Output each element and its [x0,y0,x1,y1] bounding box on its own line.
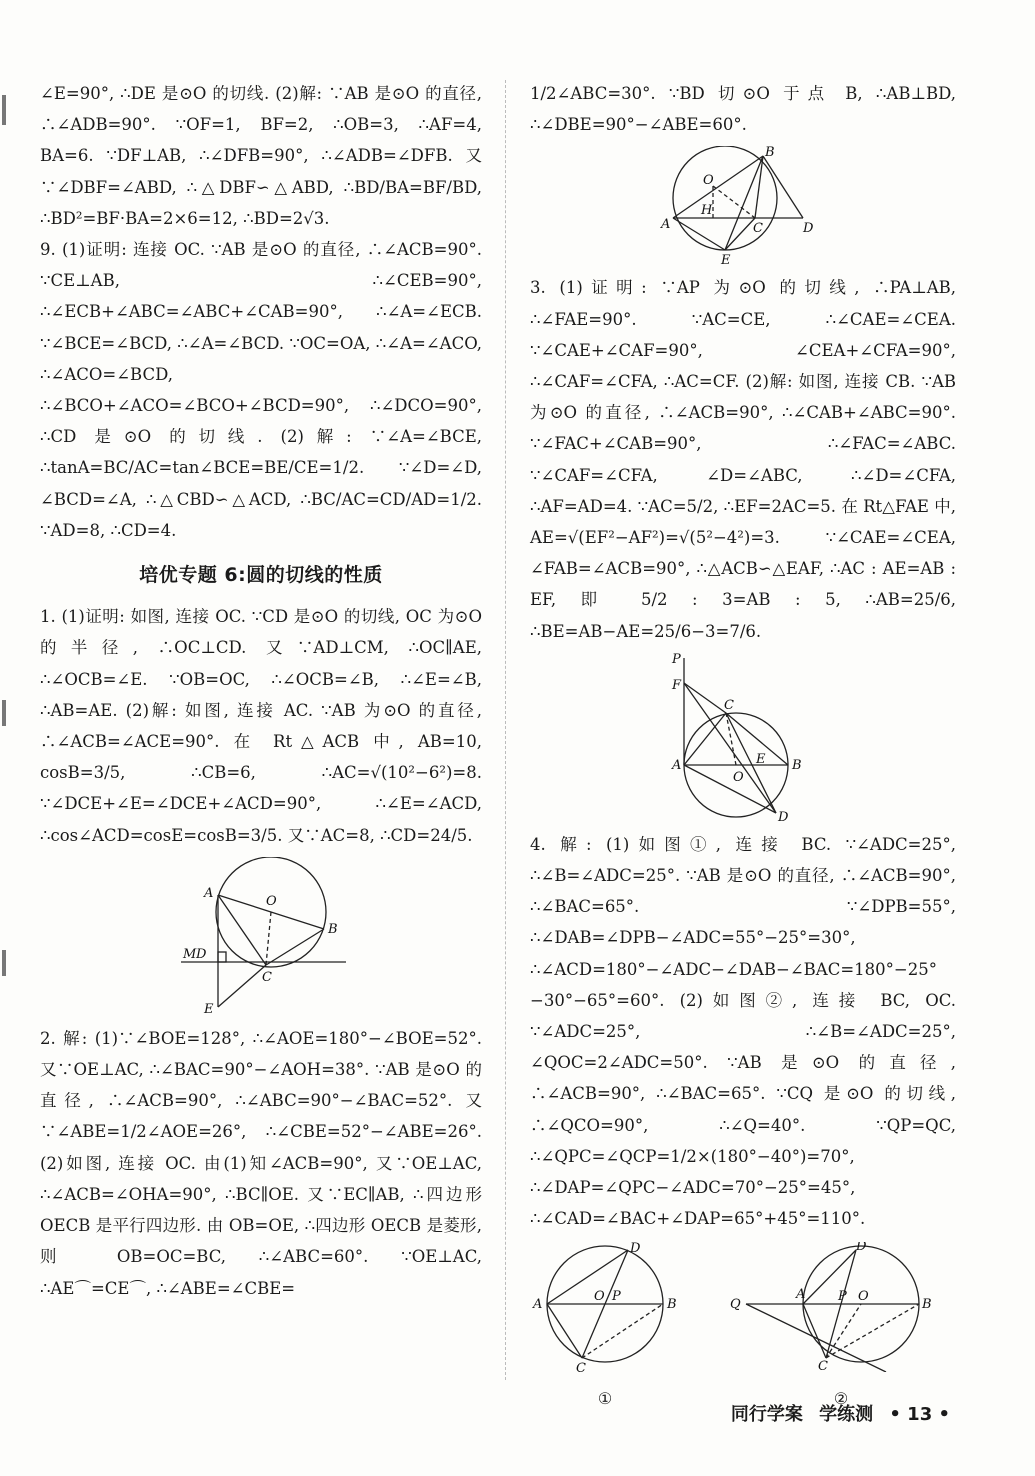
figure-q1 [166,857,356,1017]
fig-label: O [858,1289,869,1305]
fig-label: C [262,969,272,985]
fig-label: M [183,946,197,962]
left-column [40,78,482,1304]
footer-series: 学练测 [819,1404,874,1425]
figure-number: ① [597,1388,613,1408]
column-divider [505,80,506,1380]
fig-label: E [204,1001,214,1017]
answer-q2: 2. 解: (1)∵∠BOE=128°, ∴∠AOE=180°−∠BOE=52°. 又∵OE⊥AC, ∴∠BAC=90°−∠AOH=38°. ∵AB 是⊙O 的直径, ∴∠ACB=90°, ∴∠ABC=90°−∠BAC=52°. 又 ∵∠ABE=1/2∠AOE=26°, ∴∠CBE=52°−∠ABE=26°. (2)如图, 连接 OC. 由(1)知∠ACB=90°, 又∵OE⊥AC, ∴∠ACB=∠OHA=90°, ∴BC∥OE. 又∵EC∥AB, ∴四边形 OECB 是平行四边形. 由 OB=OE, ∴四边形 OECB 是菱形, 则 OB=OC=BC, ∴∠ABC=60°. ∵OE⊥AC, ∴AE⌒=CE⌒, ∴∠ABE=∠CBE= [40,1028,482,1298]
fig-label: Q [730,1297,741,1313]
fig-label: O [266,893,277,909]
fig-label: O [594,1289,605,1305]
fig-label: D [778,809,789,823]
page-number: • 13 • [889,1404,950,1425]
fig-label: D [856,1242,867,1255]
fig-label: E [756,751,766,767]
answer-q9: 9. (1)证明: 连接 OC. ∵AB 是⊙O 的直径, ∴∠ACB=90°. ∵CE⊥AB, ∴∠CEB=90°, ∴∠ECB+∠ABC=∠ABC+∠CAB=90°, ∴∠A=∠ECB. ∵∠BCE=∠BCD, ∴∠A=∠BCD. ∵OC=OA, ∴∠A=∠ACO, ∴∠ACO=∠BCD, ∴∠BCO+∠ACO=∠BCO+∠BCD=90°, ∴∠DCO=90°, ∴CD 是⊙O 的切线. (2)解: ∵∠A=∠BCE, ∴tanA=BC/AC=tan∠BCE=BE/CE=1/2. ∵∠D=∠D, ∠BCD=∠A, ∴△CBD∽△ACD, ∴BC/AC=CD/AD=1/2. ∵AD=8, ∴CD=4. [40,240,482,540]
fig-label: P [838,1289,847,1305]
answer-q3: 3. (1)证明: ∵AP 为⊙O 的切线, ∴PA⊥AB, ∴∠FAE=90°. ∵AC=CE, ∴∠CAE=∠CEA. ∵∠CAE+∠CAF=90°, ∠CEA+∠CFA=90°, ∴∠CAF=∠CFA, ∴AC=CF. (2)解: 如图, 连接 CB. ∵AB 为⊙O 的直径, ∴∠ACB=90°, ∴∠CAB+∠ABC=90°. ∵∠FAC+∠CAB=90°, ∴∠FAC=∠ABC. ∵∠CAF=∠CFA, ∠D=∠ABC, ∴∠D=∠CFA, ∴AF=AD=4. ∵AC=5/2, ∴EF=2AC=5. 在 Rt△FAE 中, AE=√(EF²−AF²)=√(5²−4²)=3. ∵∠CAE=∠CEA, ∠FAB=∠ACB=90°, ∴△ACB∽△EAF, ∴AC : AE=AB : EF, 即 5/2 : 3=AB : 5, ∴AB=25/6, ∴BE=AB−AE=25/6−3=7/6. [530,278,956,641]
fig-label: B [765,146,775,161]
binding-mark [2,700,6,726]
answer-continued: 1/2∠ABC=30°. ∵BD 切⊙O 于点 B, ∴AB⊥BD, ∴∠DBE=90°−∠ABE=60°. [530,84,956,135]
fig-label: D [803,221,814,237]
fig-label: O [703,173,714,189]
figure-q4b [726,1242,956,1372]
figure-q4a-wrap [530,1242,680,1413]
fig-label: A [533,1297,543,1313]
fig-label: C [724,697,734,713]
fig-label: P [672,652,681,667]
answer-paragraph: ∠E=90°, ∴DE 是⊙O 的切线. (2)解: ∵AB 是⊙O 的直径, ∴∠ADB=90°. ∵OF=1, BF=2, ∴OB=3, ∴AF=4, BA=6. ∵DF⊥AB, ∴∠DFB=90°, ∴∠ADB=∠DFB. 又 ∵∠DBF=∠ABD, ∴△DBF∽△ABD, ∴BD/BA=BF/BD, ∴BD²=BF·BA=2×6=12, ∴BD=2√3. [40,84,482,228]
figure-q3 [668,653,818,823]
fig-label: A [204,885,214,901]
fig-label: D [630,1242,641,1257]
fig-label: A [796,1287,806,1303]
fig-label: H [701,203,713,219]
fig-label: B [328,921,338,937]
figure-q4a [530,1242,680,1372]
fig-label: F [672,677,682,693]
fig-label: A [661,217,671,233]
fig-label: C [576,1361,586,1373]
binding-mark [2,95,6,125]
page-footer [721,1400,950,1426]
section-title: 培优专题 6:圆的切线的性质 [139,564,383,587]
fig-label: B [922,1297,932,1313]
fig-label: D [196,946,207,962]
fig-label: E [721,253,731,267]
figure-q4-row [530,1242,956,1413]
figure-number: ② [833,1388,849,1408]
figure-q4b-wrap [726,1242,956,1413]
fig-label: B [667,1297,677,1313]
fig-label: P [612,1289,621,1305]
fig-label: C [818,1359,828,1373]
fig-label: B [792,757,802,773]
fig-label: C [753,221,763,237]
footer-brand: 同行学案 [730,1404,803,1425]
fig-label: A [672,757,682,773]
answer-q1: 1. (1)证明: 如图, 连接 OC. ∵CD 是⊙O 的切线, OC 为⊙O 的半径, ∴OC⊥CD. 又∵AD⊥CM, ∴OC∥AE, ∴∠OCB=∠E. ∵OB=OC, ∴∠OCB=∠B, ∴∠E=∠B, ∴AB=AE. (2)解: 如图, 连接 AC. ∵AB 为⊙O 的直径, ∴∠ACB=∠ACE=90°. 在 Rt△ACB 中, AB=10, cosB=3/5, ∴CB=6, ∴AC=√(10²−6²)=8. ∵∠DCE+∠E=∠DCE+∠ACD=90°, ∴∠E=∠ACD, ∴cos∠ACD=cosE=cosB=3/5. 又∵AC=8, ∴CD=24/5. [40,607,482,845]
answer-q4: 4. 解: (1)如图①, 连接 BC. ∵∠ADC=25°, ∴∠B=∠ADC=25°. ∵AB 是⊙O 的直径, ∴∠ACB=90°, ∴∠BAC=65°. ∵∠DPB=55°, ∴∠DAB=∠DPB−∠ADC=55°−25°=30°, ∴∠ACD=180°−∠ADC−∠DAB−∠BAC=180°−25°−30°−65°=60°. (2)如图②, 连接 BC, OC. ∵∠ADC=25°, ∴∠B=∠ADC=25°, ∠QOC=2∠ADC=50°. ∵AB 是⊙O 的直径, ∴∠ACB=90°, ∴∠BAC=65°. ∵CQ 是⊙O 的切线, ∴∠QCO=90°, ∴∠Q=40°. ∵QP=QC, ∴∠QPC=∠QCP=1/2×(180°−40°)=70°, ∴∠DAP=∠QPC−∠ADC=70°−25°=45°, ∴∠CAD=∠BAC+∠DAP=65°+45°=110°. [530,834,956,1229]
fig-label: O [733,769,744,785]
figure-q2 [653,146,833,266]
binding-mark [2,950,6,976]
right-column [530,78,956,1414]
